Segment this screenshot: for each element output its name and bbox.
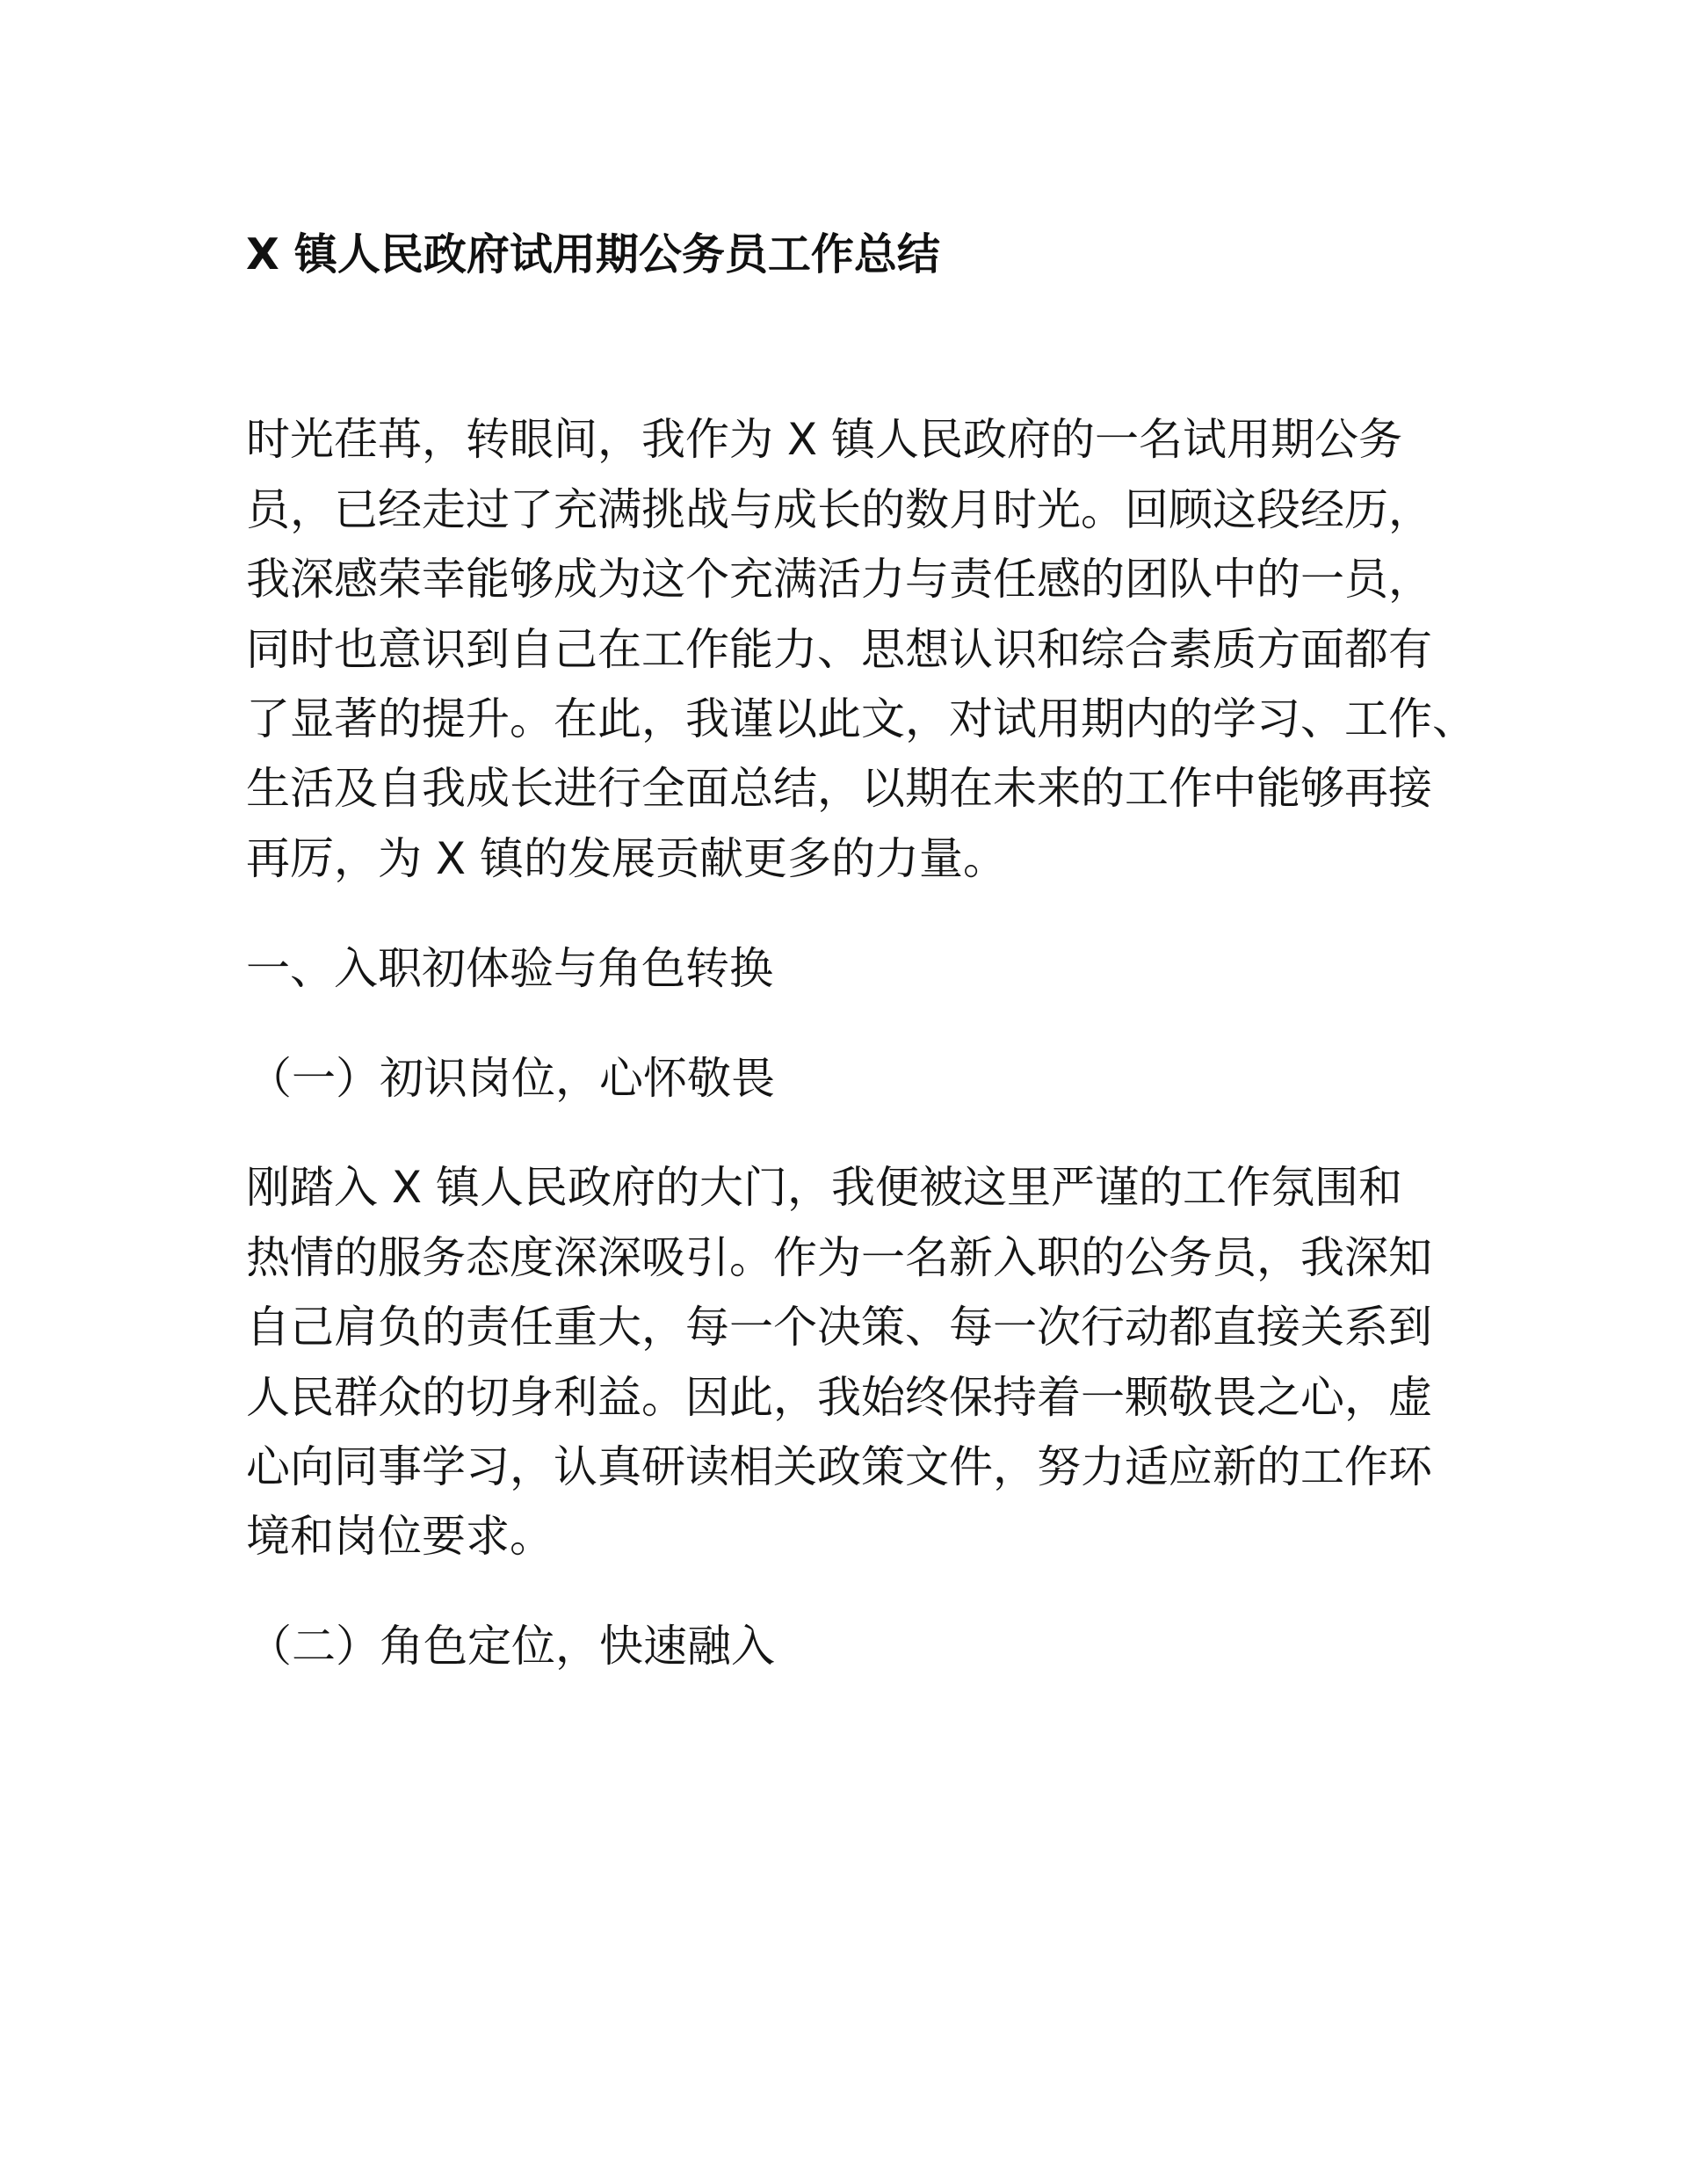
sub-1-line: 自己肩负的责任重大，每一个决策、每一次行动都直接关系到 xyxy=(246,1302,1432,1353)
intro-line: 再厉，为 X 镇的发展贡献更多的力量。 xyxy=(246,833,1008,884)
sub-1-line: 刚踏入 X 镇人民政府的大门，我便被这里严谨的工作氛围和 xyxy=(246,1162,1403,1213)
document-title: X 镇人民政府试用期公务员工作总结 xyxy=(246,229,940,279)
intro-line: 同时也意识到自己在工作能力、思想认识和综合素质方面都有 xyxy=(246,624,1432,675)
intro-line: 生活及自我成长进行全面总结，以期在未来的工作中能够再接 xyxy=(246,763,1432,814)
intro-line: 了显著的提升。在此，我谨以此文，对试用期内的学习、工作、 xyxy=(246,693,1476,744)
intro-line: 我深感荣幸能够成为这个充满活力与责任感的团队中的一员， xyxy=(246,554,1432,605)
section-1-sub-1-heading: （一）初识岗位，心怀敬畏 xyxy=(248,1053,775,1104)
sub-1-line: 境和岗位要求。 xyxy=(246,1511,554,1562)
intro-line: 时光荏苒，转眼间，我作为 X 镇人民政府的一名试用期公务 xyxy=(246,414,1403,465)
intro-line: 员，已经走过了充满挑战与成长的数月时光。回顾这段经历， xyxy=(246,484,1432,535)
section-1-sub-2-heading: （二）角色定位，快速融入 xyxy=(248,1621,775,1672)
sub-1-line: 热情的服务态度深深吸引。作为一名新入职的公务员，我深知 xyxy=(246,1232,1432,1283)
sub-1-line: 人民群众的切身利益。因此，我始终保持着一颗敬畏之心，虚 xyxy=(246,1372,1432,1423)
section-1-heading: 一、入职初体验与角色转换 xyxy=(246,943,773,994)
sub-1-line: 心向同事学习，认真研读相关政策文件，努力适应新的工作环 xyxy=(246,1441,1432,1492)
